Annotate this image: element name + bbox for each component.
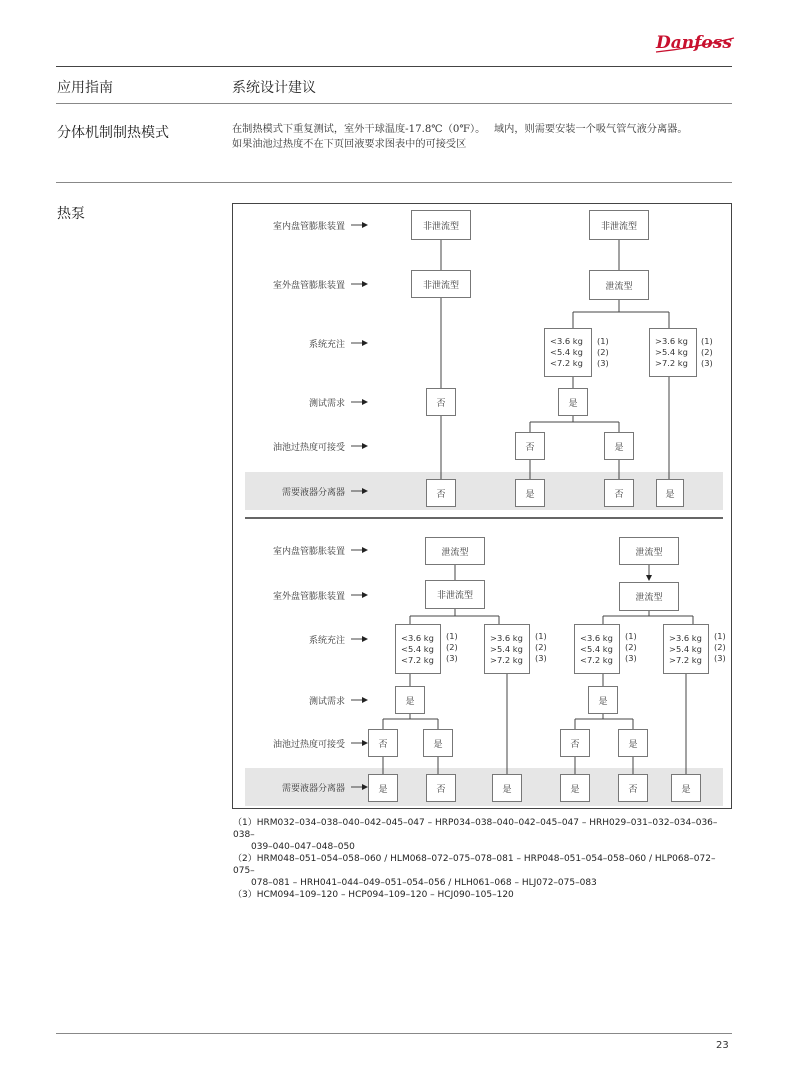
intro-line-1: 在制热模式下重复测试，室外干球温度-17.8℃（0℉）。	[232, 124, 486, 135]
header-left-title: 应用指南	[57, 80, 113, 96]
ref-1: (1)	[535, 631, 547, 641]
ref-2: (2)	[625, 642, 637, 652]
ref-3: (3)	[714, 653, 726, 663]
top-charge-low-refs	[597, 336, 609, 369]
row-label-outdoor-top: 室外盘管膨胀装置	[272, 281, 345, 291]
row-label-charge-top: 系统充注	[308, 340, 345, 350]
ref-1: (1)	[597, 336, 609, 346]
charge-high-1: >3.6 kg	[490, 632, 523, 643]
ref-1: (1)	[446, 631, 458, 641]
header-right-title: 系统设计建议	[232, 80, 316, 96]
ref-3: (3)	[625, 653, 637, 663]
bottom-oil-3: 否	[560, 729, 590, 757]
top-indoor-left: 非泄流型	[411, 210, 471, 240]
footnote-1: （1）HRM032–034–038–040–042–045–047 – HRP034–038–040–042–045–047 – HRH029–031–032–034–036–038–	[233, 818, 718, 840]
intro-line-2: 如果油池过热度不在下页回液要求图表中的可接受区	[232, 139, 467, 150]
charge-low-2: <5.4 kg	[550, 347, 583, 357]
footnote-3: （3）HCM094–109–120 – HCP094–109–120 – HCJ090–105–120	[233, 890, 514, 900]
footnote-1-cont: 039–040–047–048–050	[251, 842, 355, 852]
row-label-oil-top: 油池过热度可接受	[272, 443, 345, 453]
charge-low-3: <7.2 kg	[580, 654, 613, 665]
ref-1: (1)	[625, 631, 637, 641]
charge-low-2: <5.4 kg	[401, 643, 434, 654]
row-label-indoor-bottom: 室内盘管膨胀装置	[272, 547, 345, 557]
charge-high-3: >7.2 kg	[655, 358, 688, 368]
top-outdoor-right: 泄流型	[589, 270, 649, 300]
ref-2: (2)	[714, 642, 726, 652]
charge-low-3: <7.2 kg	[550, 358, 583, 368]
svg-text:Danfoss: Danfoss	[656, 33, 732, 53]
danfoss-logo	[654, 28, 736, 56]
footnote-2: （2）HRM048–051–054–058–060 / HLM068–072–075–078–081 – HRP048–051–054–058–060 / HLP068–072–075–	[233, 854, 716, 876]
bottom-test-right: 是	[588, 686, 618, 714]
bottom-refs-1	[446, 631, 458, 664]
top-test-yes: 是	[558, 388, 588, 416]
top-need-2: 是	[515, 479, 545, 507]
top-charge-low	[544, 328, 592, 377]
ref-2: (2)	[597, 347, 609, 357]
ref-3: (3)	[597, 358, 609, 368]
top-charge-high-refs	[701, 336, 713, 369]
bottom-oil-2: 是	[423, 729, 453, 757]
ref-2: (2)	[535, 642, 547, 652]
top-outdoor-left: 非泄流型	[411, 270, 471, 298]
bottom-refs-3	[625, 631, 637, 664]
bottom-need-4: 是	[560, 774, 590, 802]
top-need-4: 是	[656, 479, 684, 507]
ref-3: (3)	[446, 653, 458, 663]
charge-high-1: >3.6 kg	[669, 632, 702, 643]
header-underline	[56, 103, 732, 104]
row-label-test-bottom: 测试需求	[308, 697, 345, 707]
charge-low-1: <3.6 kg	[401, 632, 434, 643]
charge-low-2: <5.4 kg	[580, 643, 613, 654]
top-charge-high	[649, 328, 697, 377]
bottom-outdoor-right: 泄流型	[619, 582, 679, 611]
row-label-oil-bottom: 油池过热度可接受	[272, 740, 345, 750]
section-title-split-heating: 分体机制制热模式	[57, 125, 169, 141]
top-oil-no: 否	[515, 432, 545, 460]
charge-high-2: >5.4 kg	[490, 643, 523, 654]
ref-2: (2)	[701, 347, 713, 357]
ref-1: (1)	[714, 631, 726, 641]
ref-2: (2)	[446, 642, 458, 652]
ref-3: (3)	[701, 358, 713, 368]
footnote-2-cont: 078–081 – HRH041–044–049–051–054–056 / HLH061–068 – HLJ072–075–083	[251, 878, 597, 888]
top-need-3: 否	[604, 479, 634, 507]
charge-high-3: >7.2 kg	[669, 654, 702, 665]
bottom-need-5: 否	[618, 774, 648, 802]
section-rule	[56, 182, 732, 183]
row-label-need-bottom: 需要液器分离器	[281, 784, 345, 794]
row-label-test-top: 测试需求	[308, 399, 345, 409]
charge-high-2: >5.4 kg	[669, 643, 702, 654]
bottom-oil-4: 是	[618, 729, 648, 757]
bottom-need-2: 否	[426, 774, 456, 802]
top-test-no: 否	[426, 388, 456, 416]
charge-low-3: <7.2 kg	[401, 654, 434, 665]
charge-high-1: >3.6 kg	[655, 336, 688, 346]
footer-rule	[56, 1033, 732, 1034]
bottom-charge-high-right	[663, 624, 709, 674]
bottom-charge-high-left	[484, 624, 530, 674]
row-label-need-top: 需要液器分离器	[281, 488, 345, 498]
row-label-indoor-top: 室内盘管膨胀装置	[272, 222, 345, 232]
intro-col1	[232, 122, 485, 152]
bottom-need-3: 是	[492, 774, 522, 802]
bottom-need-6: 是	[671, 774, 701, 802]
page-number: 23	[716, 1040, 729, 1051]
section-title-heat-pump: 热泵	[57, 206, 85, 222]
bottom-refs-4	[714, 631, 726, 664]
bottom-refs-2	[535, 631, 547, 664]
bottom-indoor-left: 泄流型	[425, 537, 485, 565]
footnotes	[233, 817, 733, 901]
charge-high-2: >5.4 kg	[655, 347, 688, 357]
decision-diagram	[232, 203, 732, 809]
charge-high-3: >7.2 kg	[490, 654, 523, 665]
bottom-need-1: 是	[368, 774, 398, 802]
bottom-charge-low-left	[395, 624, 441, 674]
bottom-outdoor-left: 非泄流型	[425, 580, 485, 609]
row-label-charge-bottom: 系统充注	[308, 636, 345, 646]
top-need-1: 否	[426, 479, 456, 507]
top-indoor-right: 非泄流型	[589, 210, 649, 240]
charge-low-1: <3.6 kg	[580, 632, 613, 643]
ref-3: (3)	[535, 653, 547, 663]
bottom-oil-1: 否	[368, 729, 398, 757]
row-label-outdoor-bottom: 室外盘管膨胀装置	[272, 592, 345, 602]
top-oil-yes: 是	[604, 432, 634, 460]
bottom-test-left: 是	[395, 686, 425, 714]
bottom-charge-low-right	[574, 624, 620, 674]
charge-low-1: <3.6 kg	[550, 336, 583, 346]
ref-1: (1)	[701, 336, 713, 346]
intro-col2: 域内，则需要安装一个吸气管气液分离器。	[494, 124, 688, 135]
bottom-indoor-right: 泄流型	[619, 537, 679, 565]
header-rule	[56, 66, 732, 67]
